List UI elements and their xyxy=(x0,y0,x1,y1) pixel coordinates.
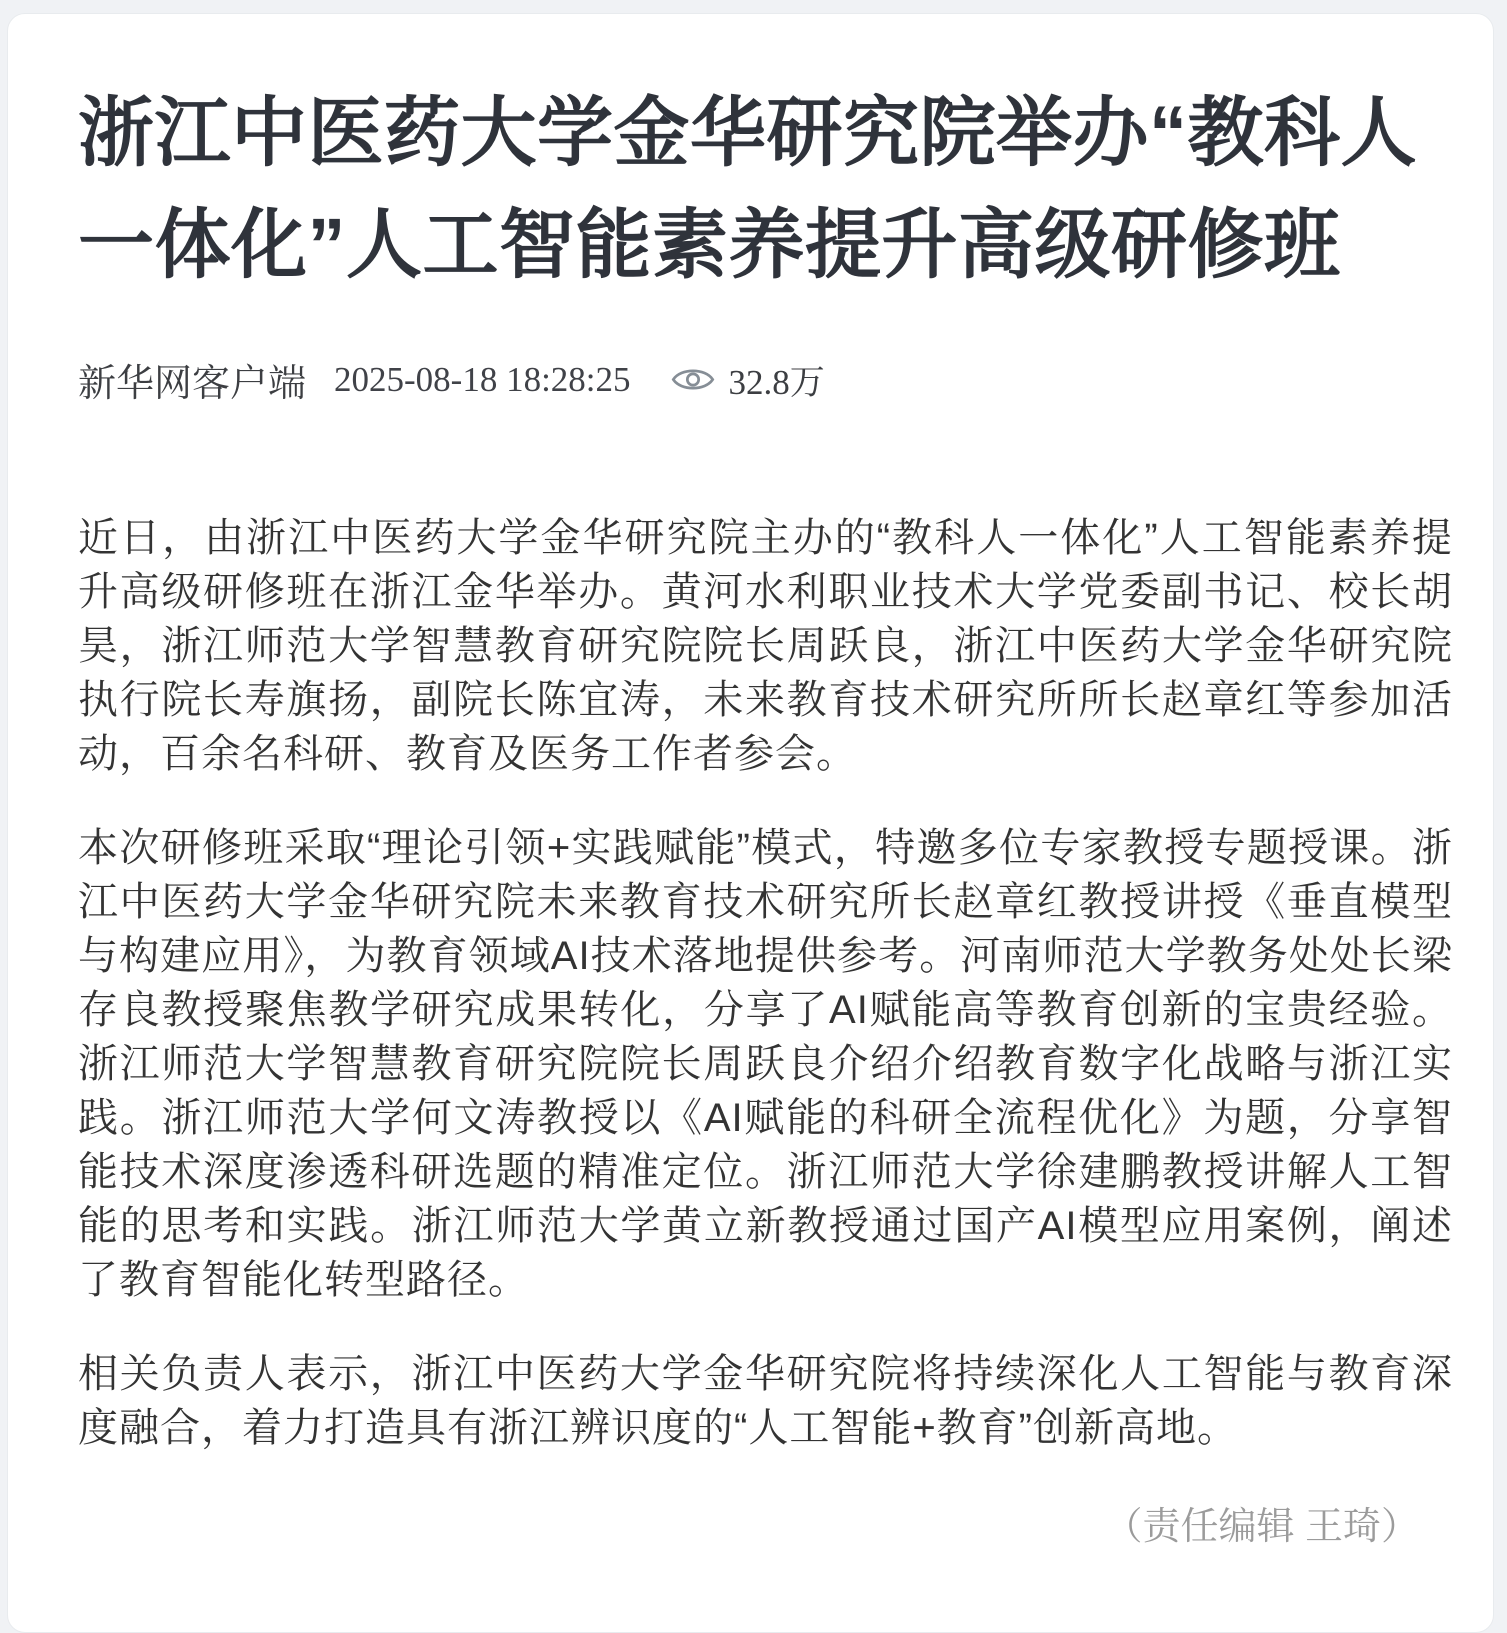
paragraph: 近日，由浙江中医药大学金华研究院主办的“教科人一体化”人工智能素养提升高级研修班在浙江金华举办。黄河水利职业技术大学党委副书记、校长胡昊，浙江师范大学智慧教育研究院院长周跃良，浙江中医药大学金华研究院执行院长寿旗扬，副院长陈宜涛，未来教育技术研究所所长赵章红等参加活动，百余名科研、教育及医务工作者参会。 xyxy=(78,516,1453,776)
publish-datetime: 2025-08-18 18:28:25 xyxy=(334,359,631,399)
article-title: 浙江中医药大学金华研究院举办“教科人一体化”人工智能素养提升高级研修班 xyxy=(78,91,1417,288)
article-meta xyxy=(78,352,1453,407)
article-card xyxy=(7,13,1494,1633)
eye-icon xyxy=(671,364,715,395)
view-counter xyxy=(671,355,825,405)
paragraph: 本次研修班采取“理论引领+实践赋能”模式，特邀多位专家教授专题授课。浙江中医药大学金华研究院未来教育技术研究所长赵章红教授讲授《垂直模型与构建应用》，为教育领域AI技术落地提供参考。河南师范大学教务处处长梁存良教授聚焦教学研究成果转化，分享了AI赋能高等教育创新的宝贵经验。浙江师范大学智慧教育研究院院长周跃良介绍介绍教育数字化战略与浙江实践。浙江师范大学何文涛教授以《AI赋能的科研全流程优化》为题，分享智能技术深度渗透科研选题的精准定位。浙江师范大学徐建鹏教授讲解人工智能的思考和实践。浙江师范大学黄立新教授通过国产AI模型应用案例，阐述了教育智能化转型路径。 xyxy=(78,826,1453,1302)
article-body xyxy=(78,511,1453,1455)
source-name[interactable]: 新华网客户端 xyxy=(78,363,307,405)
paragraph: 相关负责人表示，浙江中医药大学金华研究院将持续深化人工智能与教育深度融合，着力打造具有浙江辨识度的“人工智能+教育”创新高地。 xyxy=(78,1352,1453,1450)
view-count: 32.8万 xyxy=(728,362,825,402)
editor-note: （责任编辑 王琦） xyxy=(1104,1506,1419,1548)
